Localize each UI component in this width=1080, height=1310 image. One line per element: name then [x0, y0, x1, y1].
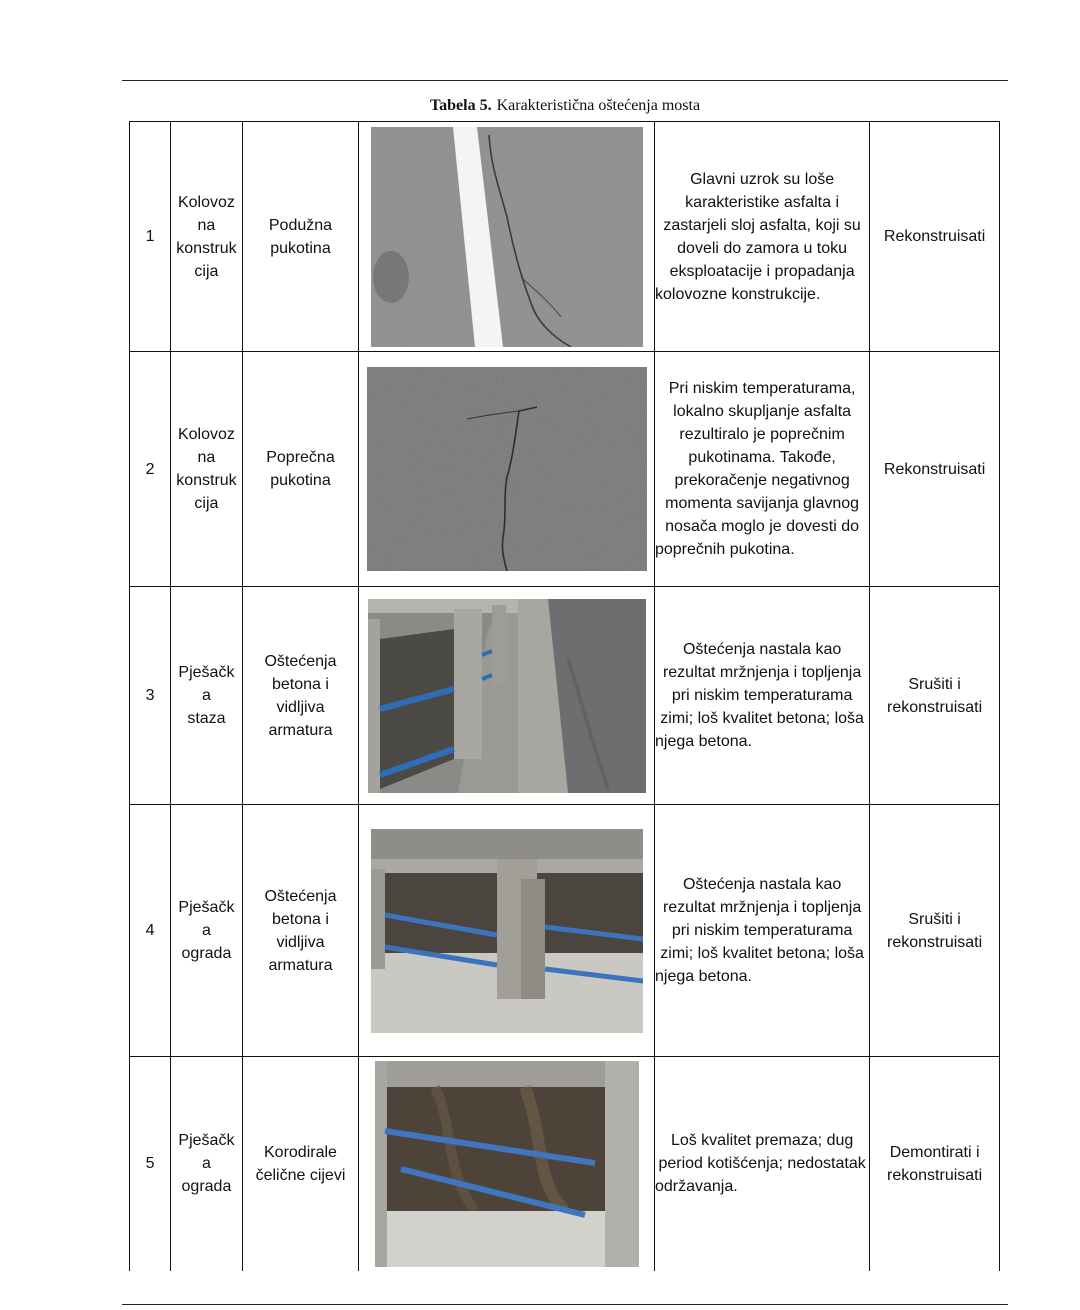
recommended-action	[870, 805, 1000, 1057]
action-line: Srušiti i	[908, 675, 961, 693]
element-line: cija	[194, 495, 219, 512]
top-rule	[122, 80, 1008, 81]
damage-line: armatura	[268, 956, 333, 974]
element-line: a	[201, 687, 211, 704]
damage-type	[242, 805, 359, 1057]
element-line: Pješačk	[178, 1132, 235, 1150]
table-row	[130, 587, 1000, 805]
structural-element	[171, 805, 242, 1057]
damage-line: Oštećenja	[264, 887, 337, 905]
caption-label: Tabela 5.	[429, 97, 492, 114]
action-line: rekonstruisati	[887, 698, 983, 716]
damage-cause: Oštećenja nastala kao rezultat mržnjenja i topljenja pri niskim temperaturama zimi; loš kvalitet betona; loša njega betona.	[654, 587, 869, 805]
element-line: na	[197, 449, 216, 466]
photo-cell	[359, 122, 655, 352]
damage-type	[242, 122, 359, 352]
damage-line: Oštećenja	[264, 652, 337, 670]
railing-concrete-damage-photo	[371, 829, 643, 1033]
element-line: Pješačk	[178, 664, 235, 681]
row-number: 2	[130, 352, 171, 587]
table-row	[130, 352, 1000, 587]
damage-cause: Oštećenja nastala kao rezultat mržnjenja i topljenja pri niskim temperaturama zimi; loš kvalitet betona; loša njega betona.	[654, 805, 869, 1057]
footpath-concrete-damage-photo	[368, 599, 646, 793]
row-number: 4	[130, 805, 171, 1057]
damage-line: pukotina	[270, 472, 331, 489]
element-line: Pješačk	[178, 899, 235, 916]
table-row	[130, 122, 1000, 352]
action-line: Srušiti i	[908, 910, 961, 928]
damage-cause: Pri niskim temperaturama, lokalno skupljanje asfalta rezultiralo je poprečnim pukotinama. Takođe, prekoračenje negativnog momenta savijanja glavnog nosača moglo je dovesti do poprečnih pukotina.	[654, 352, 869, 587]
damage-line: armatura	[268, 721, 333, 739]
damage-line: pukotina	[270, 239, 331, 257]
element-line: konstruk	[176, 239, 237, 257]
damage-line: Korodirale	[264, 1143, 337, 1161]
corroded-steel-pipes-photo	[375, 1061, 639, 1267]
table-caption	[0, 97, 1080, 115]
damage-type	[242, 352, 359, 587]
damage-line: vidljiva	[276, 933, 325, 951]
recommended-action	[870, 122, 1000, 352]
action-line: rekonstruisati	[887, 933, 983, 951]
damage-cause: Loš kvalitet premaza; dug period kotišćenja; nedostatak održavanja.	[654, 1057, 869, 1271]
damage-type	[242, 587, 359, 805]
action-line: Rekonstruisati	[883, 228, 986, 245]
row-number: 3	[130, 587, 171, 805]
structural-element	[171, 1057, 242, 1271]
photo-cell	[359, 805, 655, 1057]
damage-table	[129, 121, 1000, 1271]
bottom-rule	[122, 1304, 1008, 1305]
photo-cell	[359, 1057, 655, 1271]
road-surface-longitudinal-crack-photo	[371, 127, 643, 347]
element-line: Kolovoz	[177, 193, 235, 211]
element-line: na	[197, 216, 216, 234]
table-row	[130, 1057, 1000, 1271]
recommended-action	[870, 352, 1000, 587]
structural-element	[171, 352, 242, 587]
road-surface-transverse-crack-photo	[367, 367, 647, 571]
element-line: ograda	[181, 1178, 232, 1196]
structural-element	[171, 587, 242, 805]
action-line: Demontirati i	[889, 1143, 980, 1161]
damage-line: betona i	[272, 910, 329, 928]
caption-title: Karakteristična oštećenja mosta	[496, 97, 701, 114]
element-line: a	[201, 1155, 211, 1173]
recommended-action	[870, 587, 1000, 805]
row-number: 5	[130, 1057, 171, 1271]
damage-line: Podužna	[268, 216, 333, 234]
damage-line: Poprečna	[266, 449, 335, 466]
recommended-action	[870, 1057, 1000, 1271]
action-line: Rekonstruisati	[883, 460, 986, 478]
element-line: a	[201, 922, 211, 939]
photo-cell	[359, 352, 655, 587]
row-number: 1	[130, 122, 171, 352]
damage-line: čelične cijevi	[255, 1166, 346, 1184]
damage-line: betona i	[272, 675, 329, 693]
action-line: rekonstruisati	[887, 1166, 983, 1184]
damage-line: vidljiva	[276, 698, 325, 716]
element-line: Kolovoz	[177, 426, 235, 443]
element-line: staza	[187, 710, 226, 727]
photo-cell	[359, 587, 655, 805]
table-row	[130, 805, 1000, 1057]
element-line: ograda	[181, 945, 232, 962]
element-line: cija	[194, 262, 219, 280]
damage-type	[242, 1057, 359, 1271]
element-line: konstruk	[176, 472, 237, 489]
structural-element	[171, 122, 242, 352]
damage-cause: Glavni uzrok su loše karakteristike asfalta i zastarjeli sloj asfalta, koji su doveli do zamora u toku eksploatacije i propadanja kolovozne konstrukcije.	[654, 122, 869, 352]
